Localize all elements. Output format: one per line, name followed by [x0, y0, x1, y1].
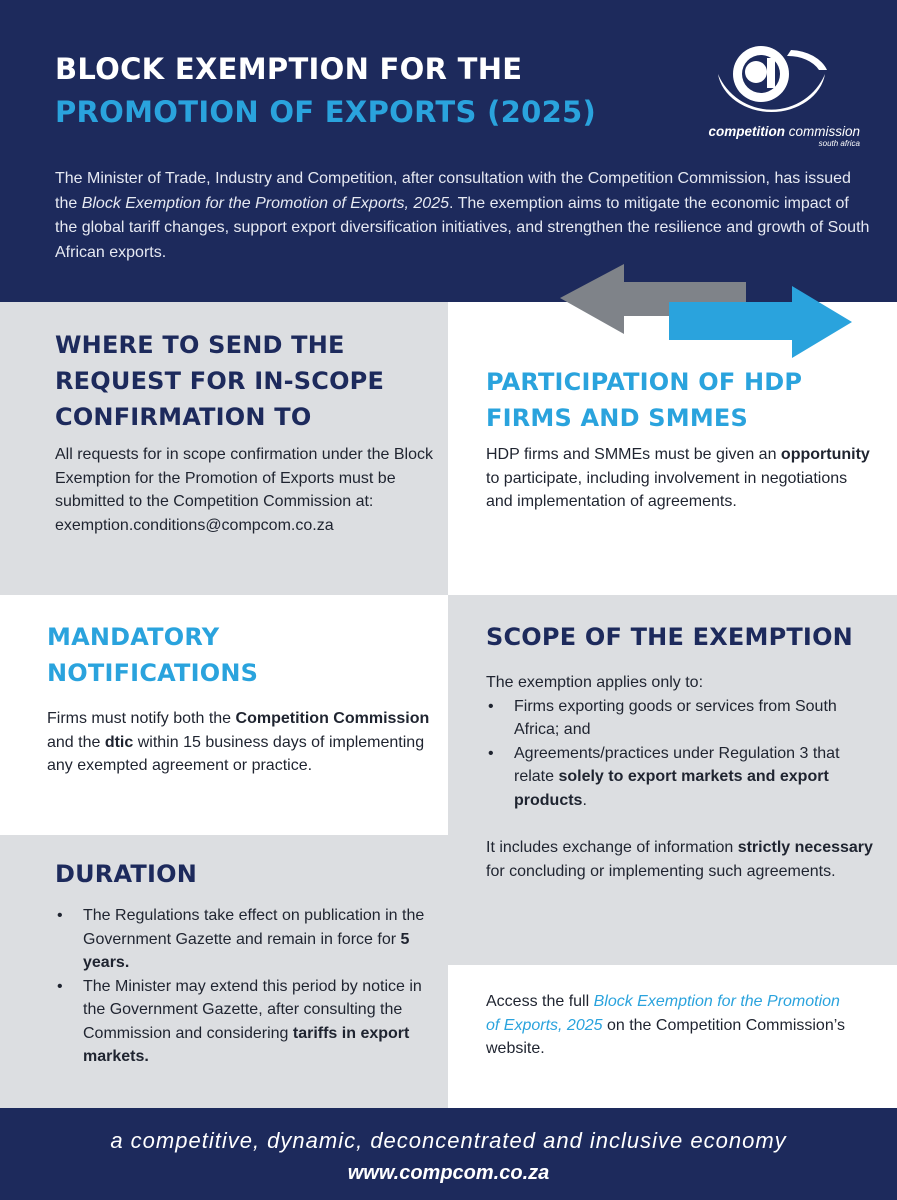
intro-text-1: The Minister of Trade, Industry and Competition, after consultation with the Competition Commission, has issued the [55, 170, 851, 212]
access-text-1: Access the full [486, 993, 594, 1010]
duration-bullet2-bold: tariffs in export markets. [83, 1024, 410, 1065]
competition-commission-logo [685, 44, 875, 154]
intro-italic-title: Block Exemption for the Promotion of Exports, 2025 [81, 194, 449, 212]
regulation-link[interactable]: Block Exemption for the Promotion of Exports, 2025 [486, 993, 840, 1034]
access-text [486, 990, 856, 1061]
exchange-arrows [560, 262, 855, 360]
scope-bullet2-text-1: Agreements/practices under Regulation 3 that relate [514, 744, 840, 785]
participation-heading: PARTICIPATION OF HDP FIRMS AND SMMES [486, 368, 803, 432]
duration-bullet1-text: The Regulations take effect on publication in the Government Gazette and remain in force for [83, 907, 425, 948]
mandatory-bold-2: dtic [104, 733, 134, 751]
intro-text-2: . The exemption aims to mitigate the economic impact of the global tariff changes, support export diversification initiatives, and strengthen the resilience and growth of South African exports. [55, 194, 870, 261]
duration-bullet [55, 904, 435, 975]
title-line-2: PROMOTION OF EXPORTS (2025) [55, 95, 597, 129]
logo-wordmark [685, 124, 860, 139]
footer-tagline: a competitive, dynamic, deconcentrated and inclusive economy [110, 1128, 787, 1153]
duration-list [55, 904, 435, 1069]
mandatory-text-1: Firms must notify both the [47, 710, 236, 727]
scope-bullet2-text-2: . [582, 791, 587, 809]
scope-bullet2-bold: solely to export markets and export products [514, 768, 829, 809]
scope-bullet [486, 742, 881, 813]
scope-info-bold: strictly necessary [737, 839, 873, 856]
scope-bullet: • Firms exporting goods or services from South Africa; and [486, 695, 881, 742]
duration-bullet1-bold: 5 years. [83, 930, 410, 971]
scope-info [486, 836, 881, 883]
mandatory-text-2: and the [47, 733, 105, 751]
footer-website-link[interactable]: www.compcom.co.za [347, 1162, 550, 1184]
mandatory-text-3: within 15 business days of implementing any exempted agreement or practice. [47, 733, 425, 774]
scope-lead: The exemption applies only to: [486, 674, 704, 691]
duration-heading: DURATION [55, 860, 197, 888]
mandatory-body [47, 707, 432, 778]
participation-body [486, 443, 876, 514]
header-banner [0, 0, 897, 302]
where-to-send-body: All requests for in scope confirmation under the Block Exemption for the Promotion of Exports must be submitted to the Competition Commission at: [55, 446, 433, 510]
duration-bullet2-text: The Minister may extend this period by notice in the Government Gazette, after consulting the Commission and considering [83, 977, 422, 1042]
intro-paragraph [55, 167, 870, 265]
participation-bold: opportunity [780, 446, 870, 463]
access-text-2: on the Competition Commission’s website. [486, 1016, 845, 1057]
scope-heading: SCOPE OF THE EXEMPTION [486, 623, 853, 651]
scope-list [486, 695, 881, 813]
eye-logo-icon [715, 44, 830, 122]
mandatory-panel [0, 595, 448, 835]
logo-word-bold: competition [708, 124, 785, 139]
duration-panel [0, 835, 448, 1108]
logo-word-regular: commission [784, 124, 860, 139]
mandatory-bold-1: Competition Commission [235, 710, 430, 727]
access-panel [448, 965, 897, 1108]
footer-banner [0, 1108, 897, 1200]
submission-email[interactable]: exemption.conditions@compcom.co.za [55, 516, 334, 534]
page-title [55, 48, 596, 134]
scope-info-text-1: It includes exchange of information [486, 839, 738, 856]
duration-bullet [55, 975, 435, 1069]
where-to-send-panel [0, 302, 448, 595]
participation-text-2: to participate, including involvement in negotiations and implementation of agreements. [486, 469, 848, 510]
mandatory-heading: MANDATORY NOTIFICATIONS [47, 623, 259, 687]
participation-text-1: HDP firms and SMMEs must be given an [486, 446, 781, 463]
scope-info-text-2: for concluding or implementing such agreements. [486, 862, 836, 880]
logo-subtitle: south africa [818, 139, 860, 148]
title-line-1: BLOCK EXEMPTION FOR THE [55, 52, 523, 86]
scope-panel [448, 595, 897, 965]
where-to-send-heading: WHERE TO SEND THE REQUEST FOR IN-SCOPE CONFIRMATION TO [55, 331, 385, 431]
